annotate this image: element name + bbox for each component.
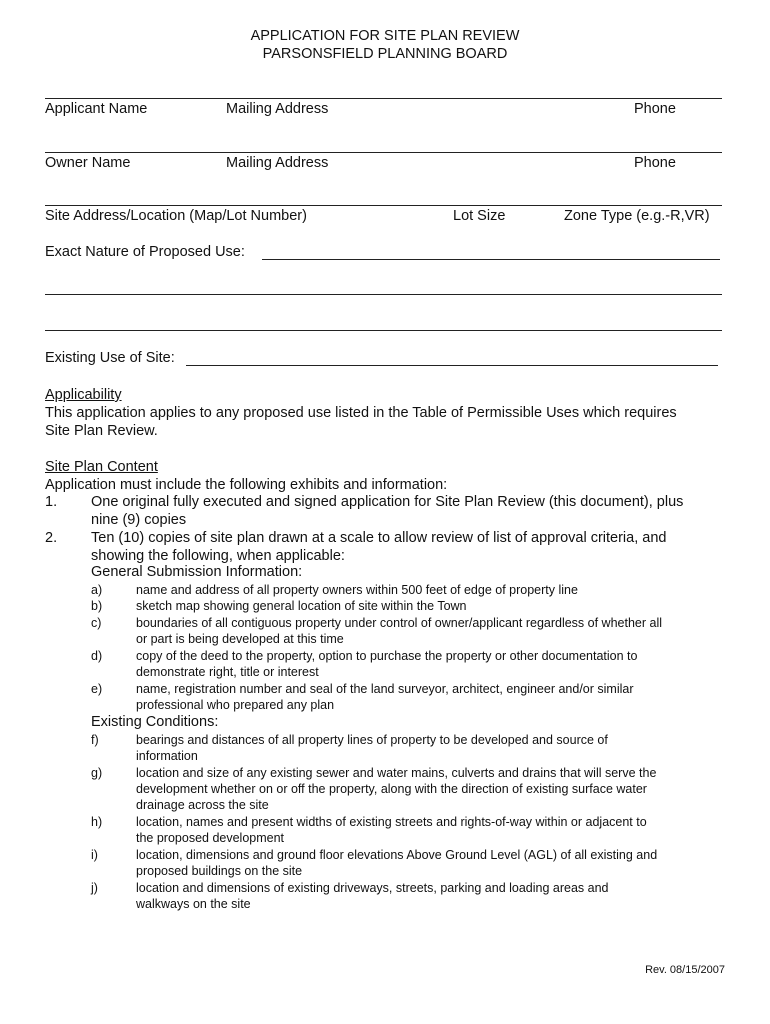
item-2-line-1: Ten (10) copies of site plan drawn at a scale to allow review of list of approval criteria, and: [91, 530, 667, 546]
page-title: APPLICATION FOR SITE PLAN REVIEW: [250, 28, 520, 44]
owner-phone-label: Phone: [634, 155, 676, 171]
item-letter: h): [91, 815, 103, 829]
lot-size-label: Lot Size: [453, 208, 506, 224]
item-c-line-2: or part is being developed at this time: [136, 632, 344, 646]
item-f-line-1: bearings and distances of all property lines of property to be developed and source of: [136, 733, 608, 747]
zone-type-label: Zone Type (e.g.-R,VR): [564, 208, 710, 224]
applicant-phone-label: Phone: [634, 101, 676, 117]
item-letter: g): [91, 766, 103, 780]
nature-of-use-field[interactable]: [262, 259, 720, 260]
item-letter: c): [91, 616, 102, 630]
owner-name-label: Owner Name: [45, 155, 131, 171]
nature-of-use-line-2[interactable]: [45, 294, 722, 295]
item-f-line-2: information: [136, 749, 198, 763]
item-e-line-1: name, registration number and seal of the land surveyor, architect, engineer and/or similar: [136, 682, 634, 696]
revision-date: Rev. 08/15/2007: [645, 964, 725, 976]
item-g-line-1: location and size of any existing sewer and water mains, culverts and drains that will serve the: [136, 766, 657, 780]
applicant-name-label: Applicant Name: [45, 101, 148, 117]
nature-of-use-label: Exact Nature of Proposed Use:: [45, 244, 245, 260]
existing-use-field[interactable]: [186, 365, 718, 366]
item-letter: f): [91, 733, 99, 747]
item-a-line-1: name and address of all property owners within 500 feet of edge of property line: [136, 583, 578, 597]
item-letter: d): [91, 649, 103, 663]
owner-mailing-label: Mailing Address: [226, 155, 329, 171]
item-g-line-3: drainage across the site: [136, 798, 269, 812]
site-rule: [45, 205, 722, 206]
item-e-line-2: professional who prepared any plan: [136, 698, 335, 712]
page-subtitle: PARSONSFIELD PLANNING BOARD: [262, 46, 508, 62]
item-d-line-2: demonstrate right, title or interest: [136, 665, 319, 679]
applicant-rule: [45, 98, 722, 99]
item-letter: i): [91, 848, 98, 862]
item-letter: a): [91, 583, 103, 597]
site-plan-content-intro: Application must include the following exhibits and information:: [45, 477, 448, 493]
general-submission-heading: General Submission Information:: [91, 564, 303, 580]
nature-of-use-line-3[interactable]: [45, 330, 722, 331]
applicability-heading: Applicability: [45, 387, 122, 403]
existing-conditions-heading: Existing Conditions:: [91, 714, 219, 730]
site-plan-content-heading: Site Plan Content: [45, 459, 158, 475]
item-i-line-2: proposed buildings on the site: [136, 864, 303, 878]
item-d-line-1: copy of the deed to the property, option to purchase the property or other documentation to: [136, 649, 638, 663]
item-number: 2.: [45, 530, 58, 546]
item-j-line-1: location and dimensions of existing driveways, streets, parking and loading areas and: [136, 881, 609, 895]
item-letter: b): [91, 599, 103, 613]
item-h-line-2: the proposed development: [136, 831, 285, 845]
applicant-mailing-label: Mailing Address: [226, 101, 329, 117]
applicability-text-1: This application applies to any proposed use listed in the Table of Permissible Uses which requires: [45, 405, 677, 421]
item-letter: j): [91, 881, 98, 895]
item-c-line-1: boundaries of all contiguous property under control of owner/applicant regardless of whether all: [136, 616, 663, 630]
item-b-line-1: sketch map showing general location of site within the Town: [136, 599, 467, 613]
item-j-line-2: walkways on the site: [136, 897, 251, 911]
owner-rule: [45, 152, 722, 153]
item-g-line-2: development whether on or off the property, along with the direction of existing surface water: [136, 782, 647, 796]
item-letter: e): [91, 682, 103, 696]
applicability-text-2: Site Plan Review.: [45, 423, 158, 439]
site-address-label: Site Address/Location (Map/Lot Number): [45, 208, 307, 224]
item-h-line-1: location, names and present widths of existing streets and rights-of-way within or adjacent to: [136, 815, 647, 829]
item-number: 1.: [45, 494, 58, 510]
item-1-line-2: nine (9) copies: [91, 512, 187, 528]
item-2-line-2: showing the following, when applicable:: [91, 548, 345, 564]
item-i-line-1: location, dimensions and ground floor elevations Above Ground Level (AGL) of all existing and: [136, 848, 658, 862]
item-1-line-1: One original fully executed and signed application for Site Plan Review (this document), plus: [91, 494, 684, 510]
existing-use-label: Existing Use of Site:: [45, 350, 175, 366]
